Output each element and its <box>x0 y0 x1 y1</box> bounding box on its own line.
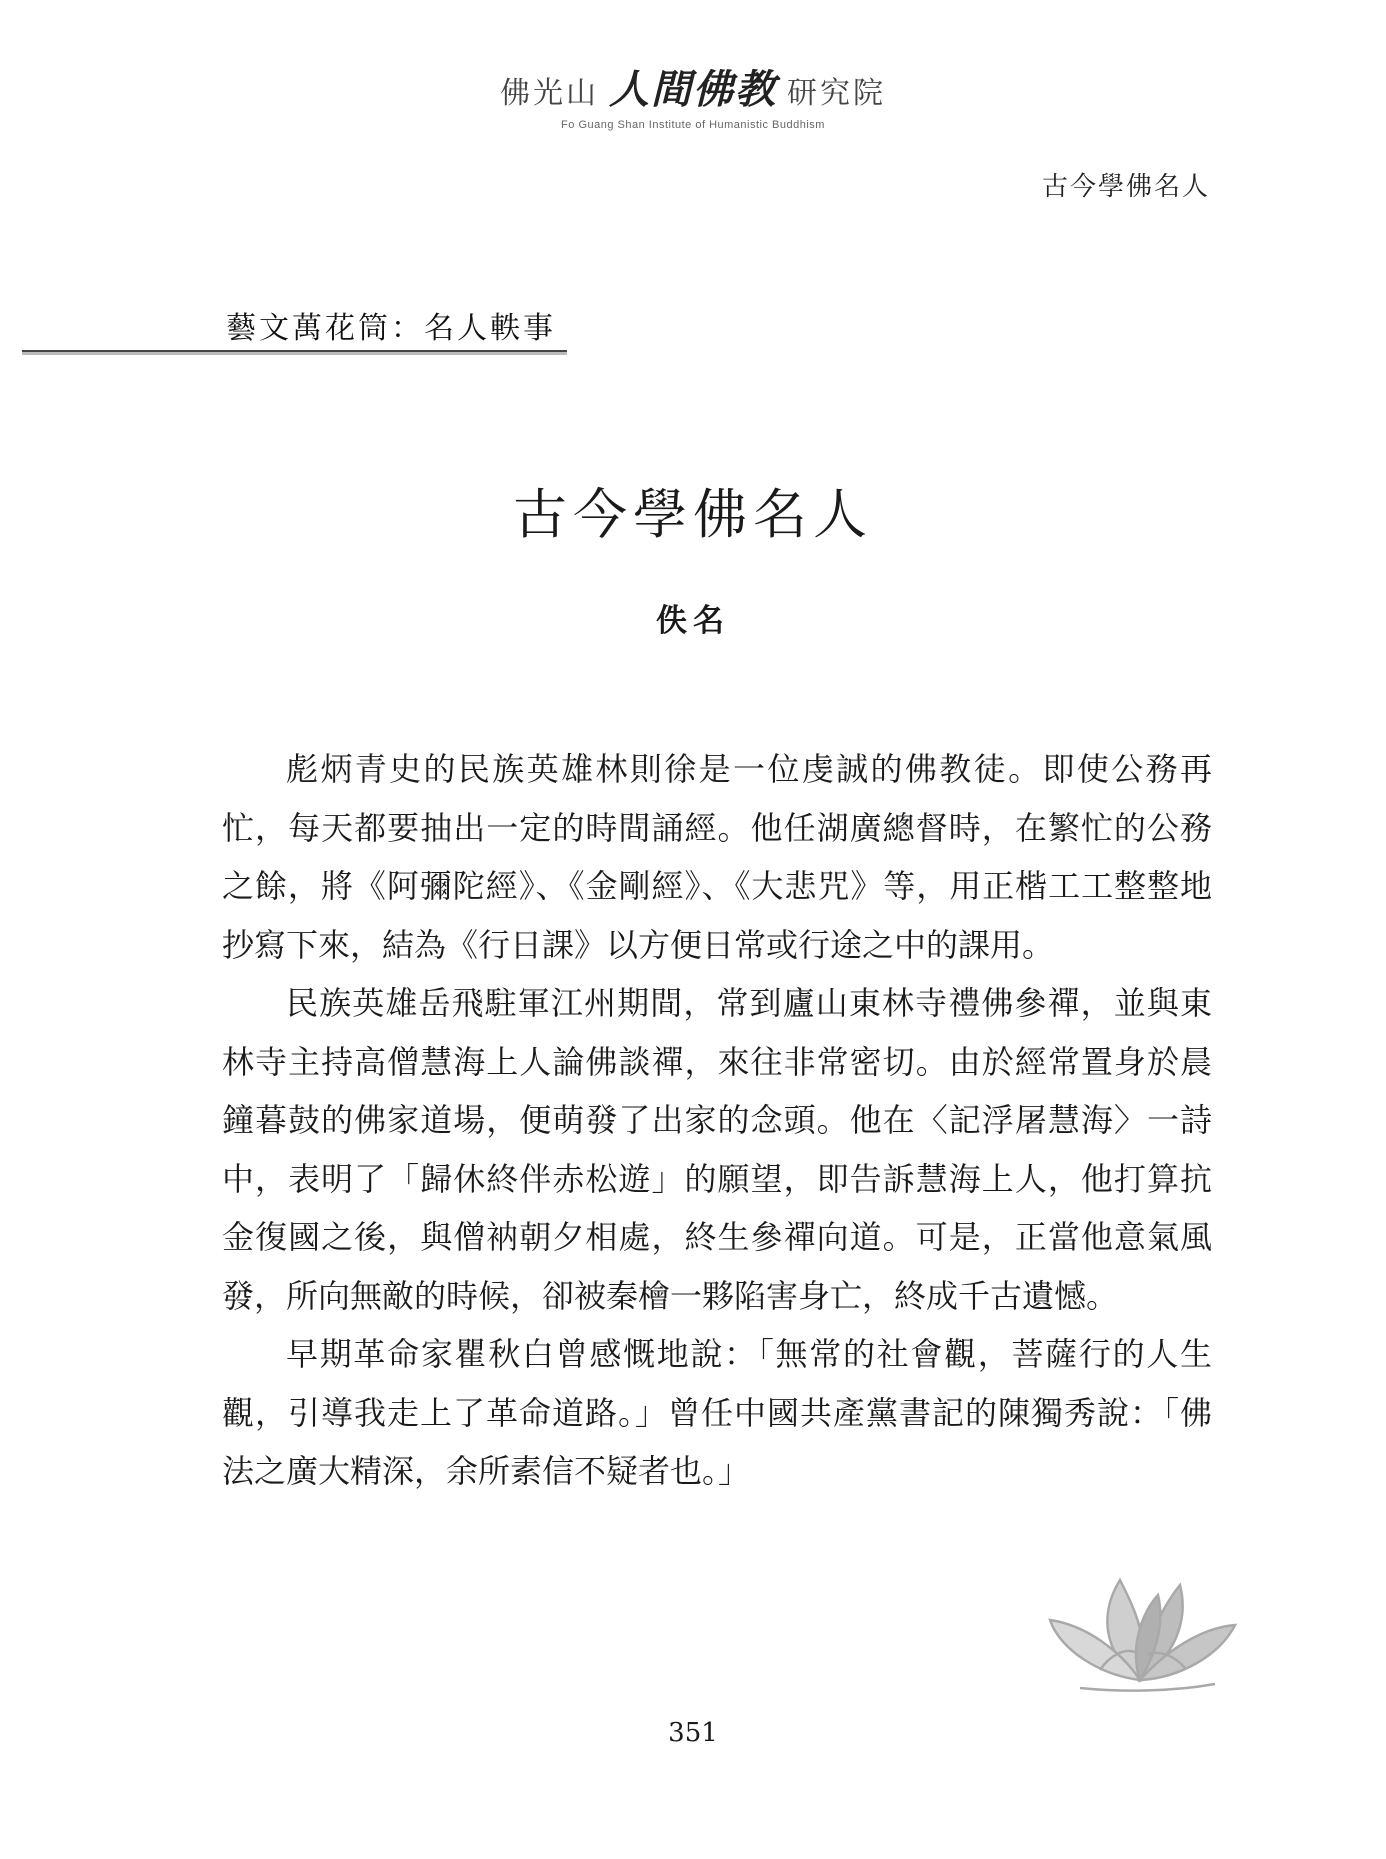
masthead-title <box>0 58 1386 115</box>
article-body <box>222 740 1212 1501</box>
masthead-right: 研究院 <box>787 76 886 111</box>
article-title: 古今學佛名人 <box>513 483 873 546</box>
paragraph-2: 民族英雄岳飛駐軍江州期間，常到廬山東林寺禮佛參禪，並與東林寺主持高僧慧海上人論佛談禪，來往非常密切。由於經常置身於晨鐘暮鼓的佛家道場，便萌發了出家的念頭。他在〈記浮屠慧海〉一詩中，表明了「歸休終伴赤松遊」的願望，即告訴慧海上人，他打算抗金復國之後，與僧衲朝夕相處，終生參禪向道。可是，正當他意氣風發，所向無敵的時候，卻被秦檜一夥陷害身亡，終成千古遺憾。 <box>222 984 1212 1315</box>
author-byline: 佚名 <box>656 603 730 639</box>
masthead <box>0 58 1386 131</box>
paragraph-3: 早期革命家瞿秋白曾感慨地說：「無常的社會觀，菩薩行的人生觀，引導我走上了革命道路。」曾任中國共產黨書記的陳獨秀說：「佛法之廣大精深，余所素信不疑者也。」 <box>222 1335 1212 1490</box>
lotus-flower-icon <box>1040 1560 1240 1695</box>
section-label: 藝文萬花筒：名人軼事 <box>226 311 556 346</box>
masthead-subtitle: Fo Guang Shan Institute of Humanistic Buddhism <box>561 119 825 131</box>
masthead-left: 佛光山 <box>500 76 599 111</box>
paragraph-1: 彪炳青史的民族英雄林則徐是一位虔誠的佛教徒。即使公務再忙，每天都要抽出一定的時間誦經。他任湖廣總督時，在繁忙的公務之餘，將《阿彌陀經》、《金剛經》、《大悲咒》等，用正楷工工整整地抄寫下來，結為《行日課》以方便日常或行途之中的課用。 <box>222 750 1212 964</box>
page-number: 351 <box>668 1718 718 1748</box>
masthead-brand-logo: 人間佛教 <box>609 66 777 113</box>
running-head: 古今學佛名人 <box>1041 172 1210 202</box>
section-divider <box>22 350 567 355</box>
